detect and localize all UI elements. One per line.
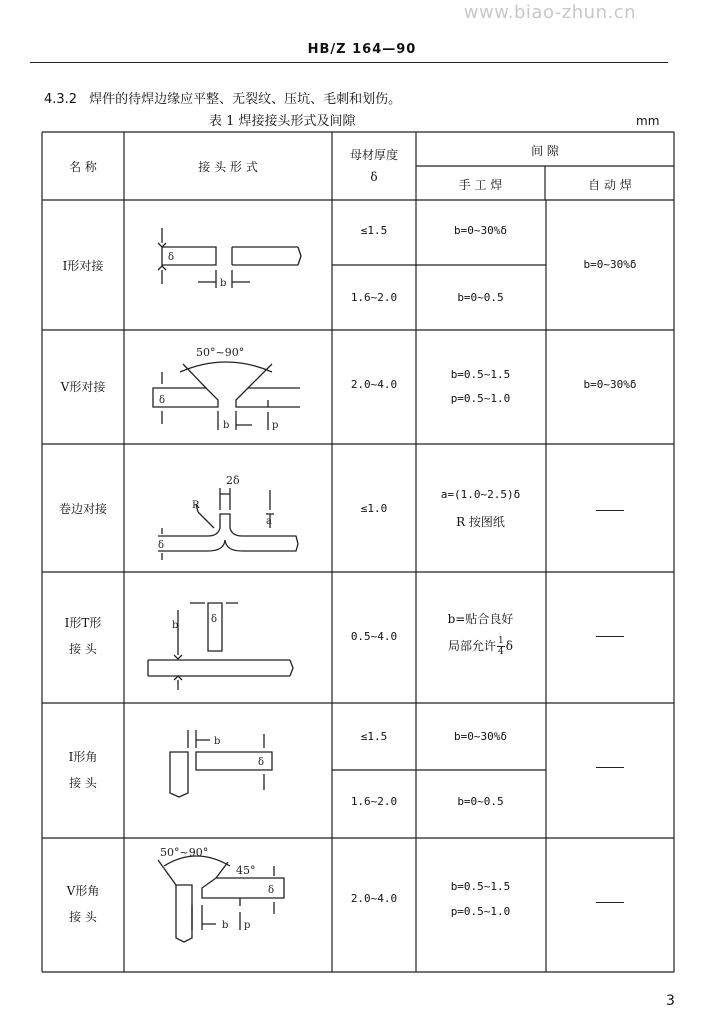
row4-fig-label-delta: δ [211,614,218,625]
row4-manual-line1: b=贴合良好 [447,612,514,626]
header-auto: 自 动 焊 [588,178,632,192]
row5-fig-label-delta: δ [258,757,265,768]
clause-number: 4.3.2 [44,92,78,107]
page-number: 3 [666,993,675,1009]
row2-fig-label-delta: δ [159,395,166,406]
row6-fig-label-45: 45° [236,864,256,877]
row5-manual-a: b=0~30%δ [454,730,507,743]
row4-manual-suffix: δ [505,639,513,653]
row3-manual-r: R 按图纸 [456,515,505,529]
row4-manual-prefix: 局部允许 [448,639,497,653]
standard-code: HB/Z 164—90 [307,42,417,57]
row2-manual-b: b=0.5~1.5 [450,368,511,381]
row6-fig-label-angle: 50°~90° [160,846,209,859]
row1-fig-label-b: b [220,278,227,289]
header-thickness-symbol: δ [370,170,378,184]
row6-thickness: 2.0~4.0 [350,892,398,905]
clause-text: 焊件的待焊边缘应平整、无裂纹、压坑、毛刺和划伤。 [89,92,402,107]
row1-manual-b: b=0~0.5 [457,291,504,304]
row1-manual-a: b=0~30%δ [454,224,507,237]
watermark: www.biao-zhun.cn [463,2,636,23]
row3-fig-label-r: R [192,500,200,511]
row5-thickness-b: 1.6~2.0 [350,795,398,808]
row4-fig-label-b: b [172,620,179,631]
row3-manual-a: a=(1.0~2.5)δ [440,488,521,501]
row2-fig-label-p: p [272,420,279,431]
row1-fig-label-delta: δ [168,252,175,263]
row6-manual-b: b=0.5~1.5 [450,880,511,893]
row1-thickness-b: 1.6~2.0 [350,291,398,304]
row4-name-line2: 接 头 [69,642,97,656]
row1-auto: b=0~30%δ [583,258,637,271]
row3-name: 卷边对接 [58,502,107,516]
header-manual: 手 工 焊 [458,178,503,192]
row2-name: V形对接 [60,380,106,394]
row6-name-line2: 接 头 [69,910,97,924]
row4-fraction-numerator: 1 [498,636,504,646]
header-thickness: 母材厚度 [349,148,398,162]
row3-fig-label-a: a [266,516,272,527]
table-unit: mm [636,114,660,128]
row2-fig-label-b: b [223,420,230,431]
row3-fig-label-2delta: 2δ [226,474,240,487]
row6-fig-label-p: p [244,920,251,931]
row1-name: I形对接 [62,259,104,273]
row6-name-line1: V形角 [66,884,100,898]
header-name: 名 称 [69,160,97,174]
row5-manual-b: b=0~0.5 [457,795,504,808]
row4-name-line1: I形T形 [64,616,102,630]
header-gap: 间 隙 [531,144,559,158]
row5-thickness-a: ≤1.5 [360,730,388,743]
row2-fig-label-angle: 50°~90° [196,346,245,359]
table-caption: 表 1 焊接接头形式及间隙 [209,114,356,129]
row2-manual-p: p=0.5~1.0 [450,392,511,405]
header-form: 接 头 形 式 [198,160,258,174]
row3-fig-label-delta: δ [158,540,165,551]
row6-manual-p: p=0.5~1.0 [450,905,511,918]
row5-name-line1: I形角 [68,750,98,764]
row5-fig-label-b: b [214,736,221,747]
row1-thickness-a: ≤1.5 [360,224,388,237]
row5-name-line2: 接 头 [69,776,97,790]
row6-fig-label-delta: δ [268,885,275,896]
row2-thickness: 2.0~4.0 [350,378,398,391]
row6-fig-label-b: b [222,920,229,931]
row4-fraction-denominator: 4 [498,647,504,657]
row4-thickness: 0.5~4.0 [350,630,398,643]
row2-auto: b=0~30%δ [583,378,637,391]
row3-thickness: ≤1.0 [360,502,388,515]
